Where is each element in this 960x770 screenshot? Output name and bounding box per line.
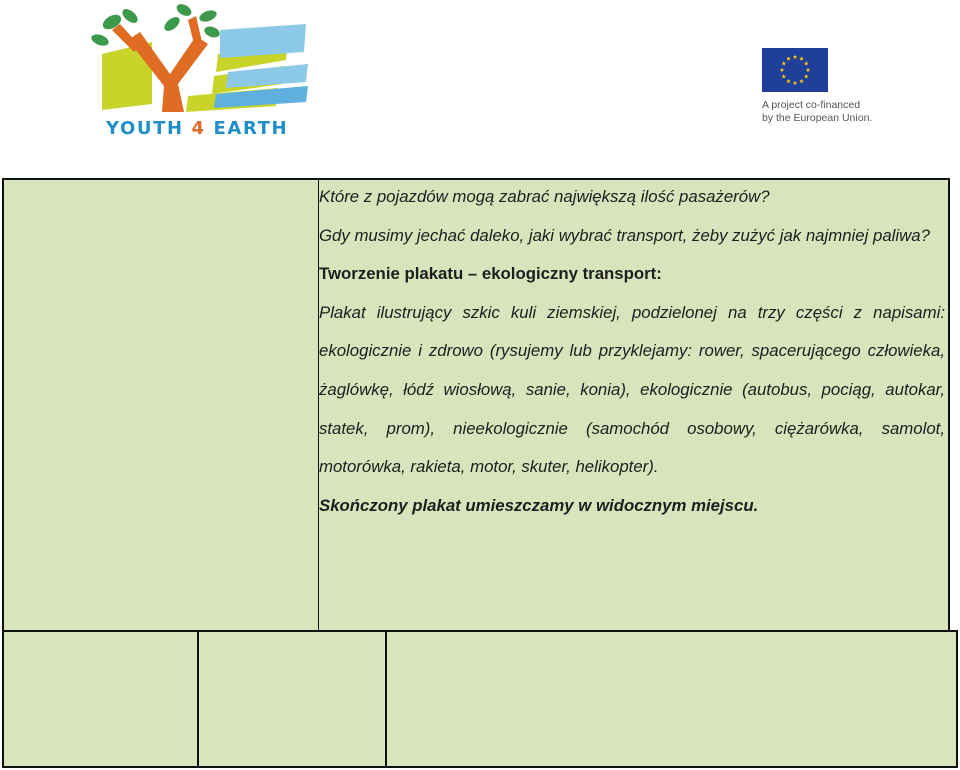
table-cell-left [2, 178, 320, 632]
logo-wordmark [106, 118, 288, 139]
logo-word-earth: EARTH [213, 118, 289, 139]
poster-description: Plakat ilustrujący szkic kuli ziemskiej, podzielonej na trzy części z napisami: ekologicznie i zdrowo (rysujemy lub przyklejamy: rower, spacerującego człowieka, żaglówkę, łódź wiosłową, sanie, konia), ekologicznie (autobus, pociąg, autokar, statek, prom), nieekologicznie (samochód osobowy, ciężarówka, samolot, motorówka, rakieta, motor, skuter, helikopter). [319, 302, 945, 477]
logo-word-youth: YOUTH [106, 118, 184, 139]
poster-heading: Tworzenie plakatu – ekologiczny transport: [319, 264, 662, 284]
question-2: Gdy musimy jechać daleko, jaki wybrać transport, żeby zużyć jak najmniej paliwa? [319, 225, 930, 245]
table-cell-bottom-3 [385, 630, 958, 768]
question-1: Które z pojazdów mogą zabrać największą ilość pasażerów? [319, 187, 770, 206]
eu-caption-line2: by the European Union. [762, 112, 873, 124]
lesson-content [319, 178, 945, 525]
closing-instruction: Skończony plakat umieszczamy w widocznym miejscu. [319, 495, 759, 515]
eu-flag-icon [762, 48, 828, 92]
logo-word-4: 4 [191, 118, 206, 139]
table-cell-bottom-2 [197, 630, 387, 768]
eu-cofinance-caption [762, 99, 912, 125]
eu-caption-line1: A project co-financed [762, 99, 861, 111]
table-cell-bottom-1 [2, 630, 199, 768]
